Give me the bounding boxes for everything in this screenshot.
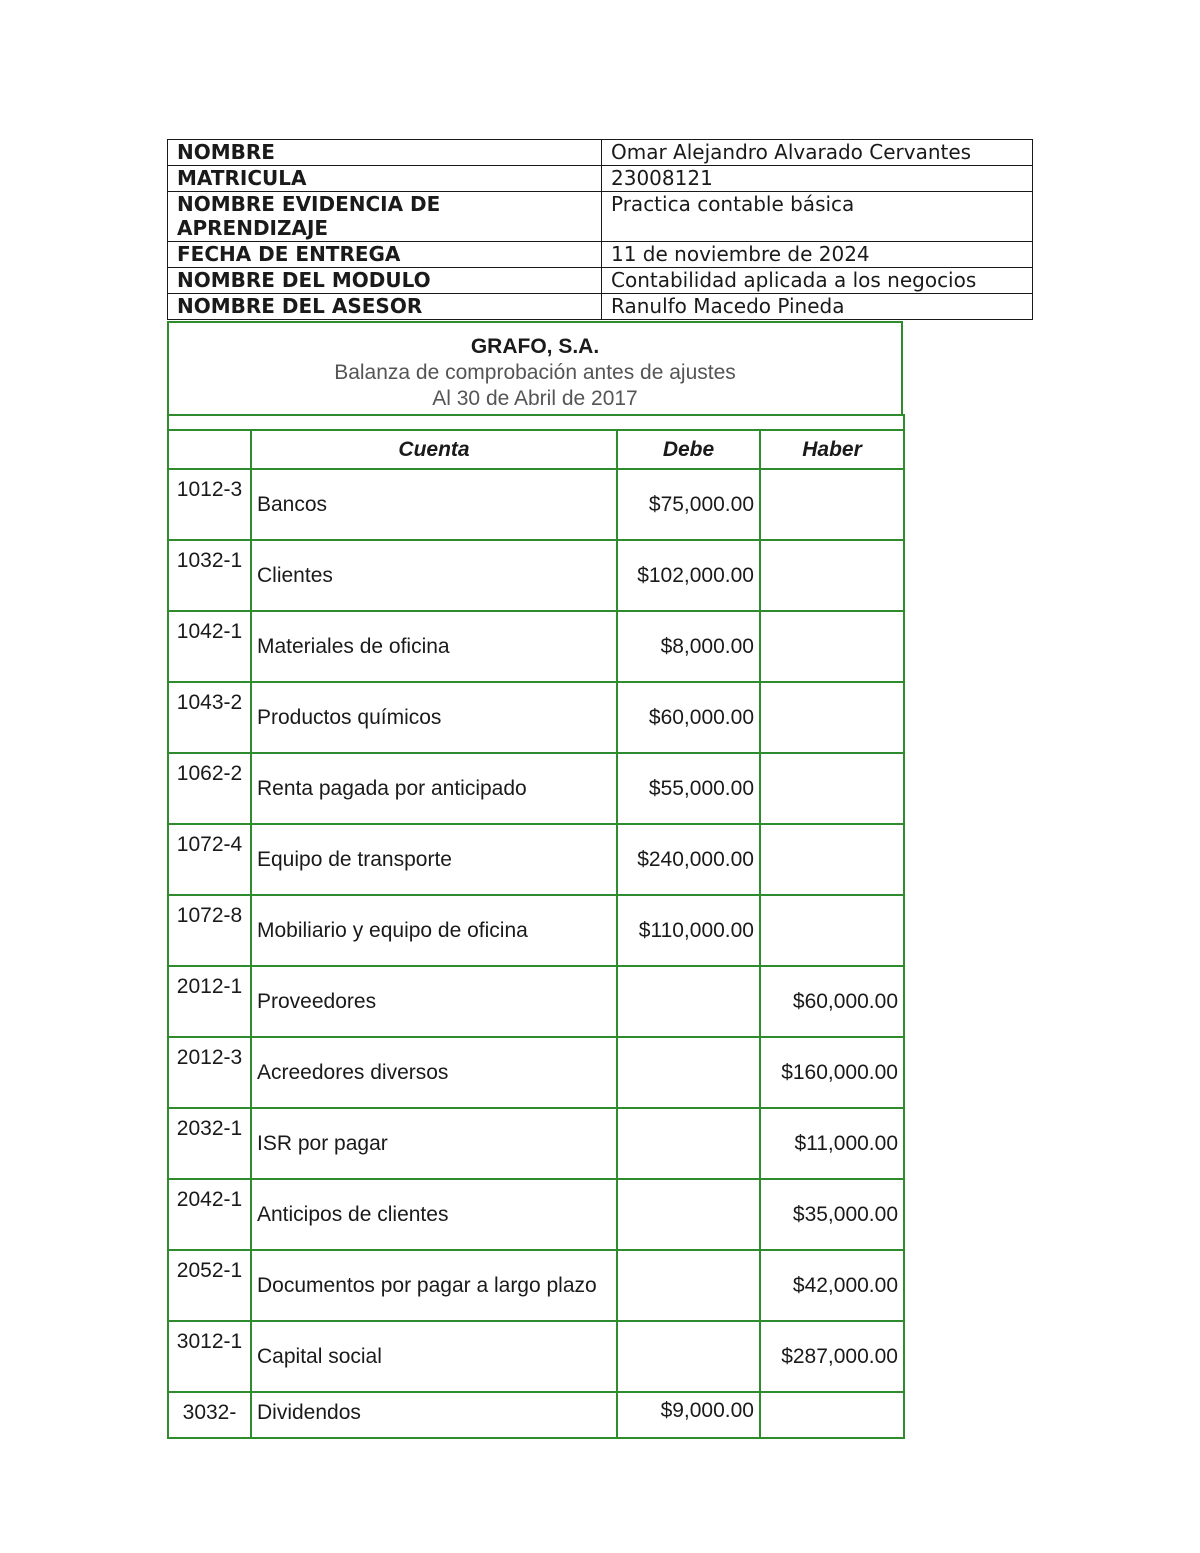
info-label: NOMBRE bbox=[168, 140, 602, 166]
account-code: 2012-3 bbox=[168, 1037, 251, 1108]
debit-amount: $9,000.00 bbox=[617, 1392, 760, 1438]
account-code: 1042-1 bbox=[168, 611, 251, 682]
credit-amount bbox=[760, 540, 904, 611]
account-code: 2052-1 bbox=[168, 1250, 251, 1321]
debit-amount: $240,000.00 bbox=[617, 824, 760, 895]
debit-amount bbox=[617, 966, 760, 1037]
credit-amount bbox=[760, 611, 904, 682]
table-row bbox=[168, 682, 904, 753]
spacer-row bbox=[168, 415, 904, 430]
credit-amount: $11,000.00 bbox=[760, 1108, 904, 1179]
table-row bbox=[168, 824, 904, 895]
account-code: 1072-4 bbox=[168, 824, 251, 895]
credit-amount: $35,000.00 bbox=[760, 1179, 904, 1250]
company-name: GRAFO, S.A. bbox=[470, 335, 600, 358]
account-code: 2012-1 bbox=[168, 966, 251, 1037]
account-code: 2042-1 bbox=[168, 1179, 251, 1250]
debit-amount: $110,000.00 bbox=[617, 895, 760, 966]
info-label: NOMBRE DEL ASESOR bbox=[168, 294, 602, 320]
credit-amount: $287,000.00 bbox=[760, 1321, 904, 1392]
info-label: MATRICULA bbox=[168, 166, 602, 192]
account-name: Proveedores bbox=[251, 966, 617, 1037]
account-code: 1032-1 bbox=[168, 540, 251, 611]
header-code bbox=[168, 430, 251, 469]
info-row-matricula bbox=[168, 166, 1033, 192]
account-name: Capital social bbox=[251, 1321, 617, 1392]
info-row-asesor bbox=[168, 294, 1033, 320]
table-row bbox=[168, 1037, 904, 1108]
table-row bbox=[168, 966, 904, 1037]
info-row-fecha bbox=[168, 242, 1033, 268]
account-code: 2032-1 bbox=[168, 1108, 251, 1179]
account-name: ISR por pagar bbox=[251, 1108, 617, 1179]
credit-amount bbox=[760, 469, 904, 540]
report-title: Balanza de comprobación antes de ajustes bbox=[334, 361, 736, 384]
table-row bbox=[168, 753, 904, 824]
table-row bbox=[168, 611, 904, 682]
account-code: 3012-1 bbox=[168, 1321, 251, 1392]
info-value: Omar Alejandro Alvarado Cervantes bbox=[602, 140, 1033, 166]
debit-amount: $75,000.00 bbox=[617, 469, 760, 540]
info-label: NOMBRE DEL MODULO bbox=[168, 268, 602, 294]
info-value: Ranulfo Macedo Pineda bbox=[602, 294, 1033, 320]
table-row bbox=[168, 1108, 904, 1179]
report-date: Al 30 de Abril de 2017 bbox=[432, 387, 638, 410]
account-name: Mobiliario y equipo de oficina bbox=[251, 895, 617, 966]
debit-amount: $8,000.00 bbox=[617, 611, 760, 682]
account-code: 1012-3 bbox=[168, 469, 251, 540]
debit-amount: $102,000.00 bbox=[617, 540, 760, 611]
table-row bbox=[168, 895, 904, 966]
credit-amount bbox=[760, 682, 904, 753]
account-name: Materiales de oficina bbox=[251, 611, 617, 682]
account-name: Anticipos de clientes bbox=[251, 1179, 617, 1250]
credit-amount bbox=[760, 753, 904, 824]
info-label: FECHA DE ENTREGA bbox=[168, 242, 602, 268]
trial-balance bbox=[167, 321, 903, 1439]
info-value: Contabilidad aplicada a los negocios bbox=[602, 268, 1033, 294]
credit-amount: $60,000.00 bbox=[760, 966, 904, 1037]
header-account: Cuenta bbox=[251, 430, 617, 469]
student-info-table bbox=[167, 139, 1033, 320]
credit-amount bbox=[760, 824, 904, 895]
debit-amount: $55,000.00 bbox=[617, 753, 760, 824]
account-code: 1043-2 bbox=[168, 682, 251, 753]
credit-amount bbox=[760, 895, 904, 966]
credit-amount: $160,000.00 bbox=[760, 1037, 904, 1108]
table-row bbox=[168, 1392, 904, 1438]
debit-amount bbox=[617, 1250, 760, 1321]
account-name: Dividendos bbox=[251, 1392, 617, 1438]
debit-amount bbox=[617, 1037, 760, 1108]
account-name: Renta pagada por anticipado bbox=[251, 753, 617, 824]
account-name: Clientes bbox=[251, 540, 617, 611]
table-row bbox=[168, 1321, 904, 1392]
debit-amount bbox=[617, 1108, 760, 1179]
account-name: Productos químicos bbox=[251, 682, 617, 753]
info-row-evidencia bbox=[168, 192, 1033, 242]
account-code: 3032- bbox=[168, 1392, 251, 1438]
info-value: 11 de noviembre de 2024 bbox=[602, 242, 1033, 268]
info-row-modulo bbox=[168, 268, 1033, 294]
header-row bbox=[168, 430, 904, 469]
ledger-table bbox=[167, 414, 905, 1439]
table-row bbox=[168, 469, 904, 540]
account-name: Acreedores diversos bbox=[251, 1037, 617, 1108]
table-row bbox=[168, 1179, 904, 1250]
table-row bbox=[168, 1250, 904, 1321]
debit-amount: $60,000.00 bbox=[617, 682, 760, 753]
account-name: Documentos por pagar a largo plazo bbox=[251, 1250, 617, 1321]
credit-amount bbox=[760, 1392, 904, 1438]
account-name: Bancos bbox=[251, 469, 617, 540]
account-name: Equipo de transporte bbox=[251, 824, 617, 895]
header-debit: Debe bbox=[617, 430, 760, 469]
account-code: 1072-8 bbox=[168, 895, 251, 966]
balance-title-block bbox=[167, 321, 903, 414]
info-row-nombre bbox=[168, 140, 1033, 166]
header-credit: Haber bbox=[760, 430, 904, 469]
debit-amount bbox=[617, 1179, 760, 1250]
info-value: 23008121 bbox=[602, 166, 1033, 192]
table-row bbox=[168, 540, 904, 611]
credit-amount: $42,000.00 bbox=[760, 1250, 904, 1321]
debit-amount bbox=[617, 1321, 760, 1392]
info-label: NOMBRE EVIDENCIA DE APRENDIZAJE bbox=[168, 192, 602, 242]
info-value: Practica contable básica bbox=[602, 192, 1033, 242]
account-code: 1062-2 bbox=[168, 753, 251, 824]
